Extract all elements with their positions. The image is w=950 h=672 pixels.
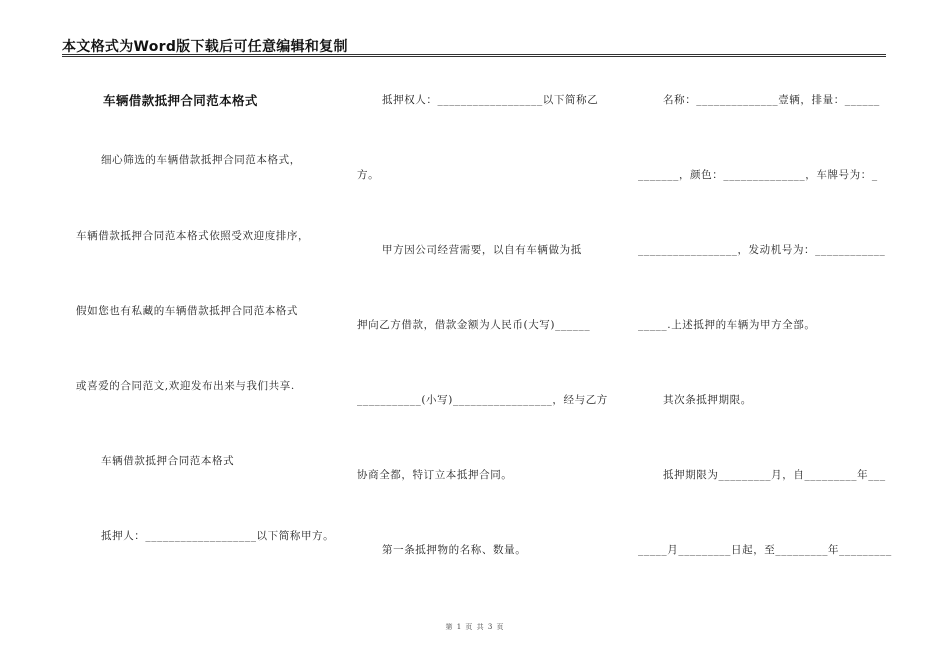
header-rule: [62, 54, 886, 55]
loan-amount-upper-line: 押向乙方借款，借款金额为人民币(大写)______: [357, 319, 591, 331]
header-rule-thin: [62, 56, 886, 57]
loan-purpose-line: 甲方因公司经营需要，以自有车辆做为抵: [382, 244, 582, 256]
download-notice-banner: 本文格式为Word版下载后可任意编辑和复制: [62, 39, 348, 55]
intro-line-1: 细心筛选的车辆借款抵押合同范本格式，: [101, 154, 301, 166]
mortgagee-line-cont: 方。: [357, 169, 380, 181]
document-title: 车辆借款抵押合同范本格式: [103, 93, 258, 108]
loan-amount-lower-line: ___________(小写)_________________，经与乙方: [357, 394, 608, 406]
engine-number-line: _________________，发动机号为：____________: [638, 244, 886, 256]
article-2-heading: 其次条抵押期限。: [663, 394, 752, 406]
intro-line-4: 或喜爱的合同范文,欢迎发布出来与我们共享.: [76, 380, 295, 392]
vehicle-color-plate-line: _______，颜色：______________，车牌号为：_: [638, 169, 878, 181]
term-line-1: 抵押期限为_________月，自_________年___: [663, 469, 886, 481]
intro-line-3: 假如您也有私藏的车辆借款抵押合同范本格式: [76, 305, 298, 317]
section-heading: 车辆借款抵押合同范本格式: [101, 455, 235, 467]
ownership-line: _____.上述抵押的车辆为甲方全部。: [638, 319, 816, 331]
term-line-2: _____月_________日起，至_________年_________: [638, 544, 892, 556]
vehicle-name-line: 名称：______________壹辆，排量：______: [663, 94, 880, 106]
agreement-line: 协商全都，特订立本抵押合同。: [357, 469, 513, 481]
mortgagor-line: 抵押人：___________________以下简称甲方。: [101, 530, 335, 542]
article-1-heading: 第一条抵押物的名称、数量。: [382, 544, 527, 556]
intro-line-2: 车辆借款抵押合同范本格式依照受欢迎度排序，: [76, 230, 310, 242]
mortgagee-line: 抵押权人：__________________以下简称乙: [382, 94, 599, 106]
page-indicator: 第 1 页 共 3 页: [445, 623, 505, 631]
